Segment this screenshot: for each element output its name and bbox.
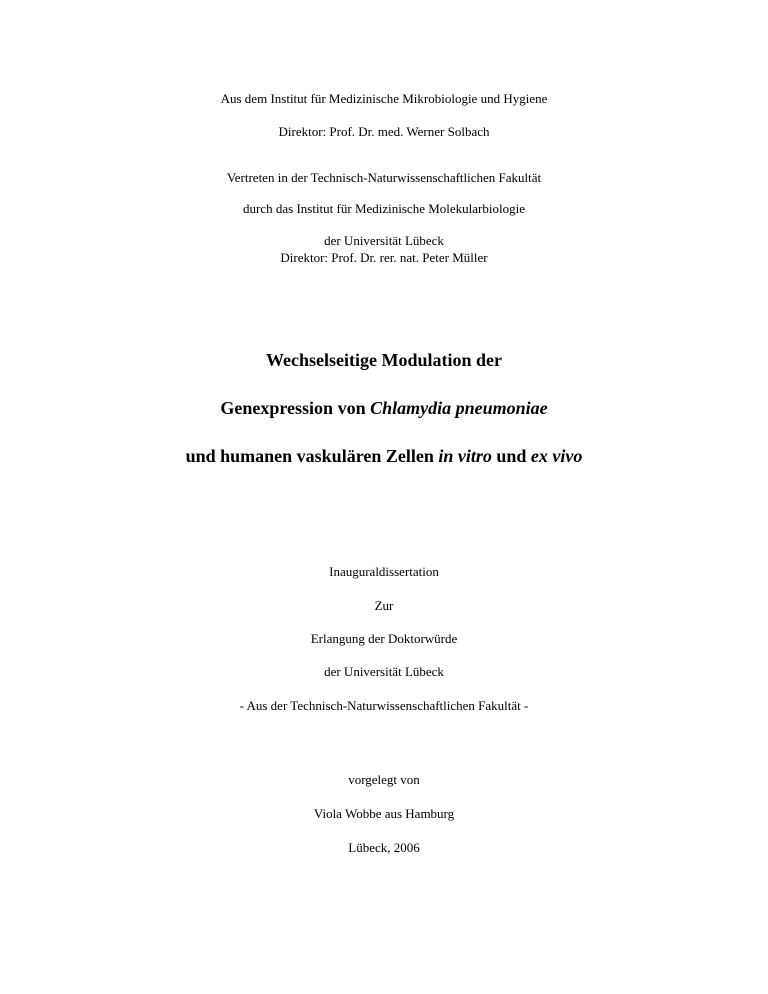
institute-line: Aus dem Institut für Medizinische Mikrobiologie und Hygiene bbox=[220, 91, 548, 106]
representation-director: Direktor: Prof. Dr. rer. nat. Peter Müller bbox=[280, 250, 488, 265]
title-species: Chlamydia pneumoniae bbox=[370, 398, 548, 418]
place-date: Lübeck, 2006 bbox=[348, 840, 420, 855]
title-line-1: Wechselseitige Modulation der bbox=[266, 350, 502, 370]
title-line-3 bbox=[0, 445, 768, 467]
title-ex-vivo: ex vivo bbox=[530, 446, 583, 466]
representation-line-1: Vertreten in der Technisch-Naturwissenschaftlichen Fakultät bbox=[226, 170, 542, 185]
dissertation-zur: Zur bbox=[374, 598, 394, 613]
author-name: Viola Wobbe aus Hamburg bbox=[313, 806, 455, 821]
title-line-2-text: Genexpression von bbox=[220, 398, 371, 418]
dissertation-university: der Universität Lübeck bbox=[324, 664, 444, 679]
dissertation-faculty: - Aus der Technisch-Naturwissenschaftlichen Fakultät - bbox=[239, 698, 529, 713]
representation-line-2: durch das Institut für Medizinische Molekularbiologie bbox=[243, 201, 525, 216]
dissertation-purpose: Erlangung der Doktorwürde bbox=[310, 631, 458, 646]
title-line-3-text-b: und bbox=[491, 446, 531, 466]
title-in-vitro: in vitro bbox=[438, 446, 492, 466]
institute-director: Direktor: Prof. Dr. med. Werner Solbach bbox=[278, 124, 490, 139]
title-line-3-text-a: und humanen vaskulären Zellen bbox=[185, 446, 439, 466]
dissertation-type: Inauguraldissertation bbox=[329, 564, 439, 579]
representation-line-3: der Universität Lübeck bbox=[324, 233, 444, 248]
presented-by: vorgelegt von bbox=[348, 772, 420, 787]
title-line-2 bbox=[0, 397, 768, 419]
